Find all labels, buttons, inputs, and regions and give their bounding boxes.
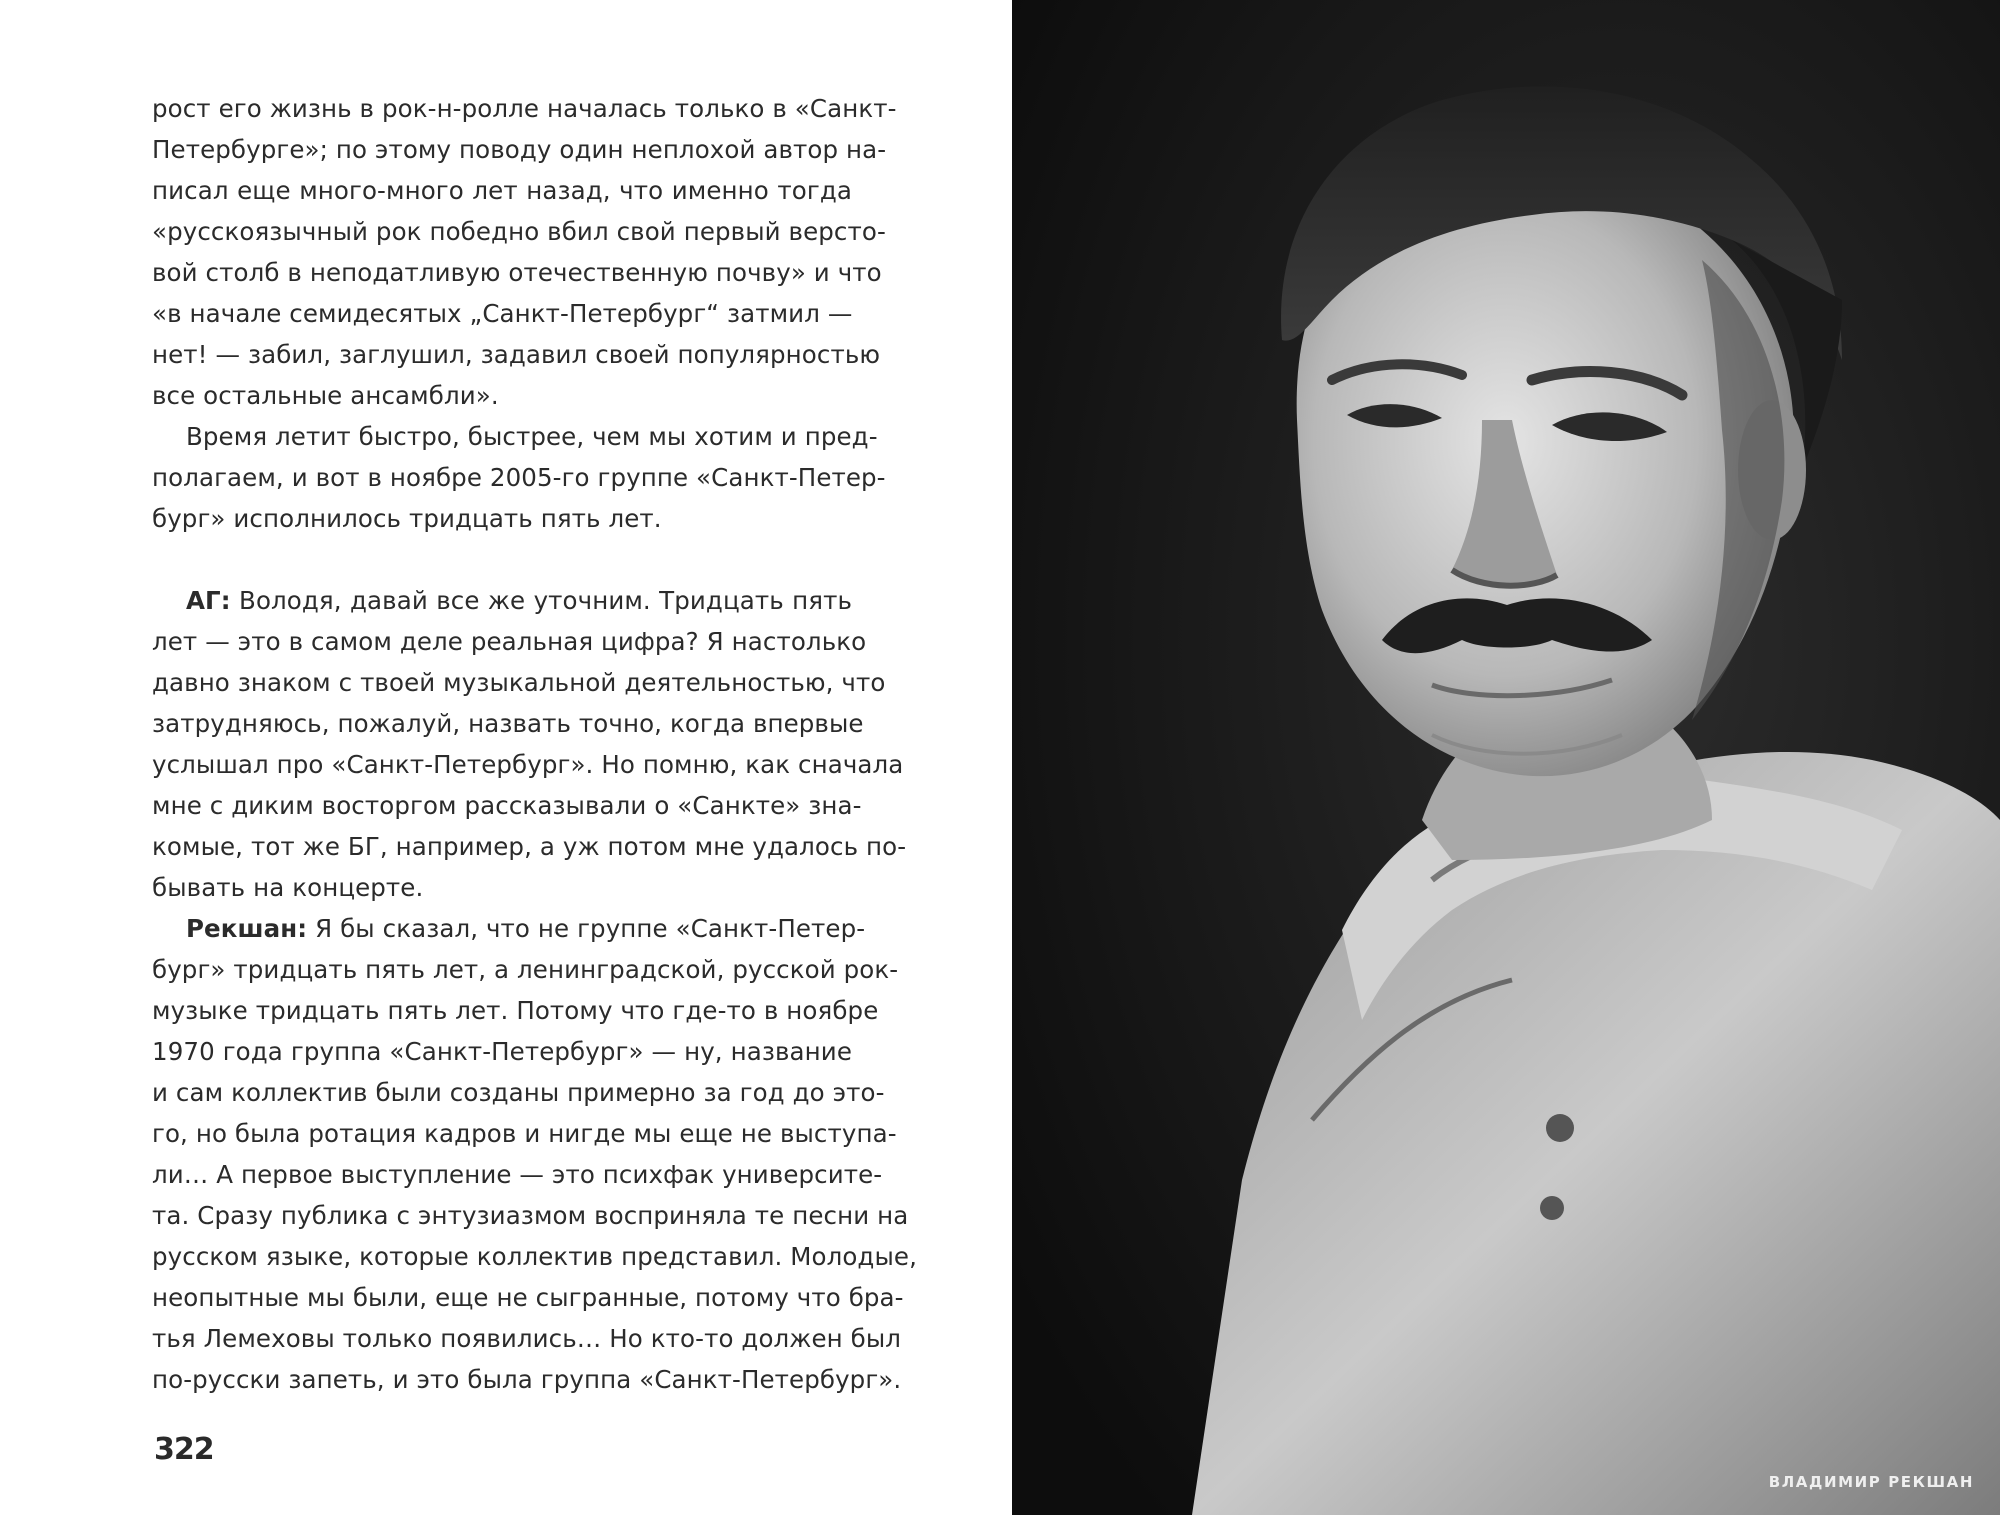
text-line: тья Лемеховы только появились… Но кто-то должен был: [152, 1324, 902, 1353]
text-line: бург» тридцать пять лет, а ленинградской, русской рок-: [152, 955, 899, 984]
text-line: бург» исполнилось тридцать пять лет.: [152, 504, 662, 533]
dialogue-text: Володя, давай все же уточним. Тридцать пять: [230, 586, 852, 615]
text-line: рост его жизнь в рок-н-ролле началась только в «Санкт-: [152, 94, 897, 123]
speaker-rekshan: Рекшан:: [186, 914, 308, 943]
text-line: Петербурге»; по этому поводу один неплохой автор на-: [152, 135, 887, 164]
photo-caption: ВЛАДИМИР РЕКШАН: [1768, 1473, 1974, 1491]
text-line: все остальные ансамбли».: [152, 381, 499, 410]
page-number: 322: [154, 1432, 214, 1467]
text-line: лет — это в самом деле реальная цифра? Я настолько: [152, 627, 867, 656]
text-line: давно знаком с твоей музыкальной деятельностью, что: [152, 668, 886, 697]
dialogue-line-ag: [152, 580, 852, 621]
text-line: по-русски запеть, и это была группа «Санкт-Петербург».: [152, 1365, 902, 1394]
body-text: [152, 88, 917, 1400]
text-line: бывать на концерте.: [152, 873, 424, 902]
speaker-ag: АГ:: [186, 586, 231, 615]
text-line: комые, тот же БГ, например, а уж потом мне удалось по-: [152, 832, 907, 861]
right-page: [1012, 0, 2000, 1515]
text-line: «в начале семидесятых „Санкт-Петербург“ затмил —: [152, 299, 853, 328]
text-line: неопытные мы были, еще не сыгранные, потому что бра-: [152, 1283, 904, 1312]
text-line: Время летит быстро, быстрее, чем мы хотим и пред-: [186, 422, 878, 451]
text-line: вой столб в неподатливую отечественную почву» и что: [152, 258, 882, 287]
dialogue-line-rekshan: [152, 908, 866, 949]
text-line: 1970 года группа «Санкт-Петербург» — ну, название: [152, 1037, 852, 1066]
dialogue-text: Я бы сказал, что не группе «Санкт-Петер-: [307, 914, 866, 943]
text-line: услышал про «Санкт-Петербург». Но помню, как сначала: [152, 750, 904, 779]
paragraph-gap: [152, 539, 852, 580]
text-line: ли… А первое выступление — это психфак университе-: [152, 1160, 883, 1189]
text-line: и сам коллектив были созданы примерно за год до это-: [152, 1078, 885, 1107]
text-line: полагаем, и вот в ноябре 2005-го группе «Санкт-Петер-: [152, 463, 886, 492]
text-line: писал еще много-много лет назад, что именно тогда: [152, 176, 852, 205]
text-line: русском языке, которые коллектив представил. Молодые,: [152, 1242, 917, 1271]
text-line: затрудняюсь, пожалуй, назвать точно, когда впервые: [152, 709, 864, 738]
portrait-photo: [1012, 0, 2000, 1515]
text-line: музыке тридцать пять лет. Потому что где-то в ноябре: [152, 996, 879, 1025]
text-line: «русскоязычный рок победно вбил свой первый версто-: [152, 217, 886, 246]
text-line: го, но была ротация кадров и нигде мы еще не выступа-: [152, 1119, 897, 1148]
text-line: нет! — забил, заглушил, задавил своей популярностью: [152, 340, 881, 369]
text-line: мне с диким восторгом рассказывали о «Санкте» зна-: [152, 791, 862, 820]
text-line: та. Сразу публика с энтузиазмом восприняла те песни на: [152, 1201, 909, 1230]
